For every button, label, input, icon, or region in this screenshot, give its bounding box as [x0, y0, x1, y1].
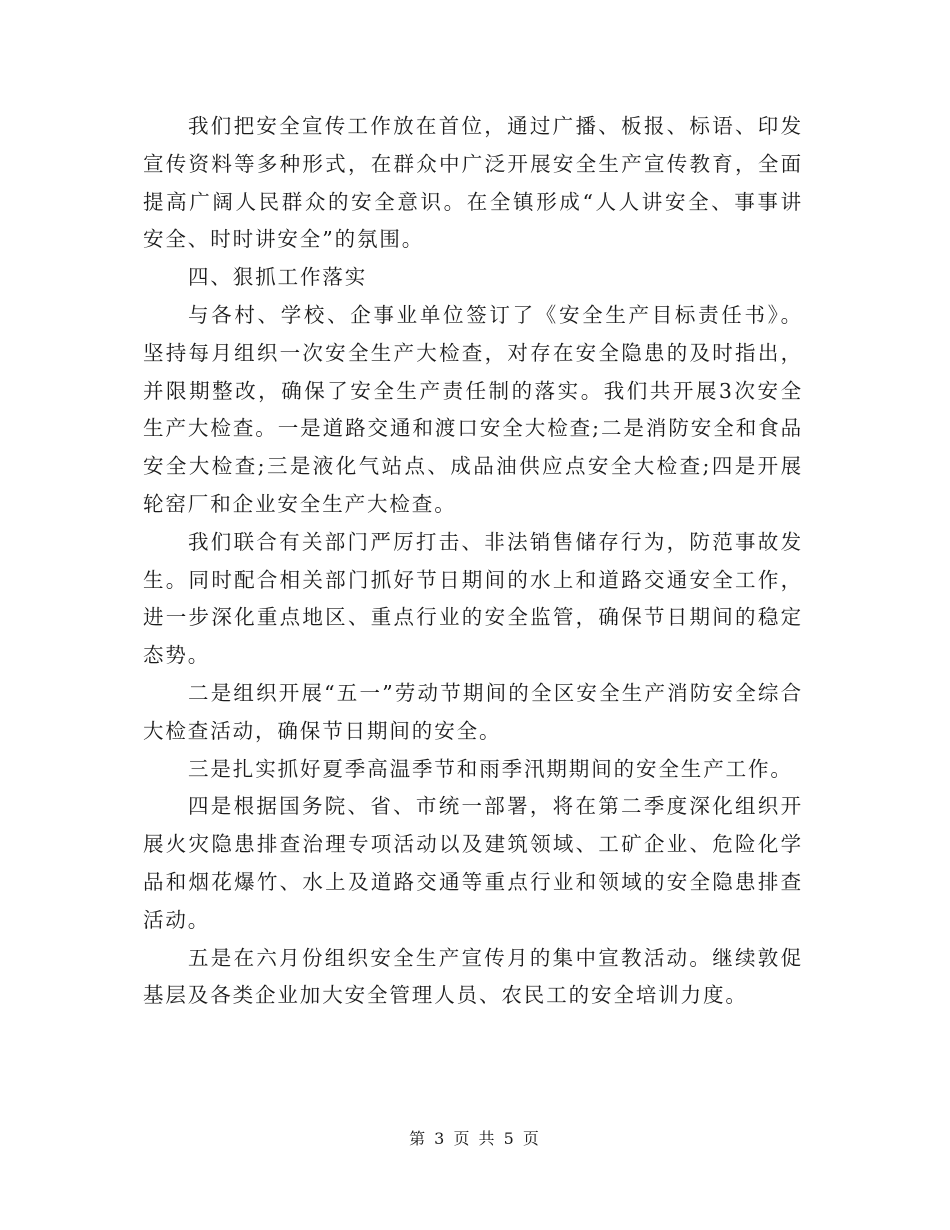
paragraph-safety-month: 五是在六月份组织安全生产宣传月的集中宣教活动。继续敦促基层及各类企业加大安全管理人员、农民工的安全培训力度。	[143, 945, 803, 1008]
paragraph-responsibility-inspections: 与各村、学校、企事业单位签订了《安全生产目标责任书》。坚持每月组织一次安全生产大检查，对存在安全隐患的及时指出，并限期整改，确保了安全生产责任制的落实。我们共开展3次安全生产大检查。一是道路交通和渡口安全大检查;二是消防安全和食品安全大检查;三是液化气站点、成品油供应点安全大检查;四是开展轮窑厂和企业安全生产大检查。	[143, 302, 803, 516]
paragraph-safety-publicity: 我们把安全宣传工作放在首位，通过广播、板报、标语、印发宣传资料等多种形式，在群众中广泛开展安全生产宣传教育，全面提高广阔人民群众的安全意识。在全镇形成“人人讲安全、事事讲安全、时时讲安全”的氛围。	[143, 114, 803, 252]
paragraph-joint-crackdown: 我们联合有关部门严厉打击、非法销售储存行为，防范事故发生。同时配合相关部门抓好节日期间的水上和道路交通安全工作，进一步深化重点地区、重点行业的安全监管，确保节日期间的稳定态势。	[143, 529, 803, 668]
document-body	[143, 108, 803, 1015]
paragraph-may-day-inspection: 二是组织开展“五一”劳动节期间的全区安全生产消防安全综合大检查活动，确保节日期间的安全。	[143, 680, 803, 743]
paragraph-hazard-investigation: 四是根据国务院、省、市统一部署，将在第二季度深化组织开展火灾隐患排查治理专项活动以及建筑领域、工矿企业、危险化学品和烟花爆竹、水上及道路交通等重点行业和领域的安全隐患排查活动。	[143, 794, 803, 932]
page-number-footer: 第 3 页 共 5 页	[409, 1129, 541, 1148]
section-heading-implementation: 四、狠抓工作落实	[188, 265, 368, 290]
paragraph-summer-safety: 三是扎实抓好夏季高温季节和雨季汛期期间的安全生产工作。	[188, 756, 793, 781]
